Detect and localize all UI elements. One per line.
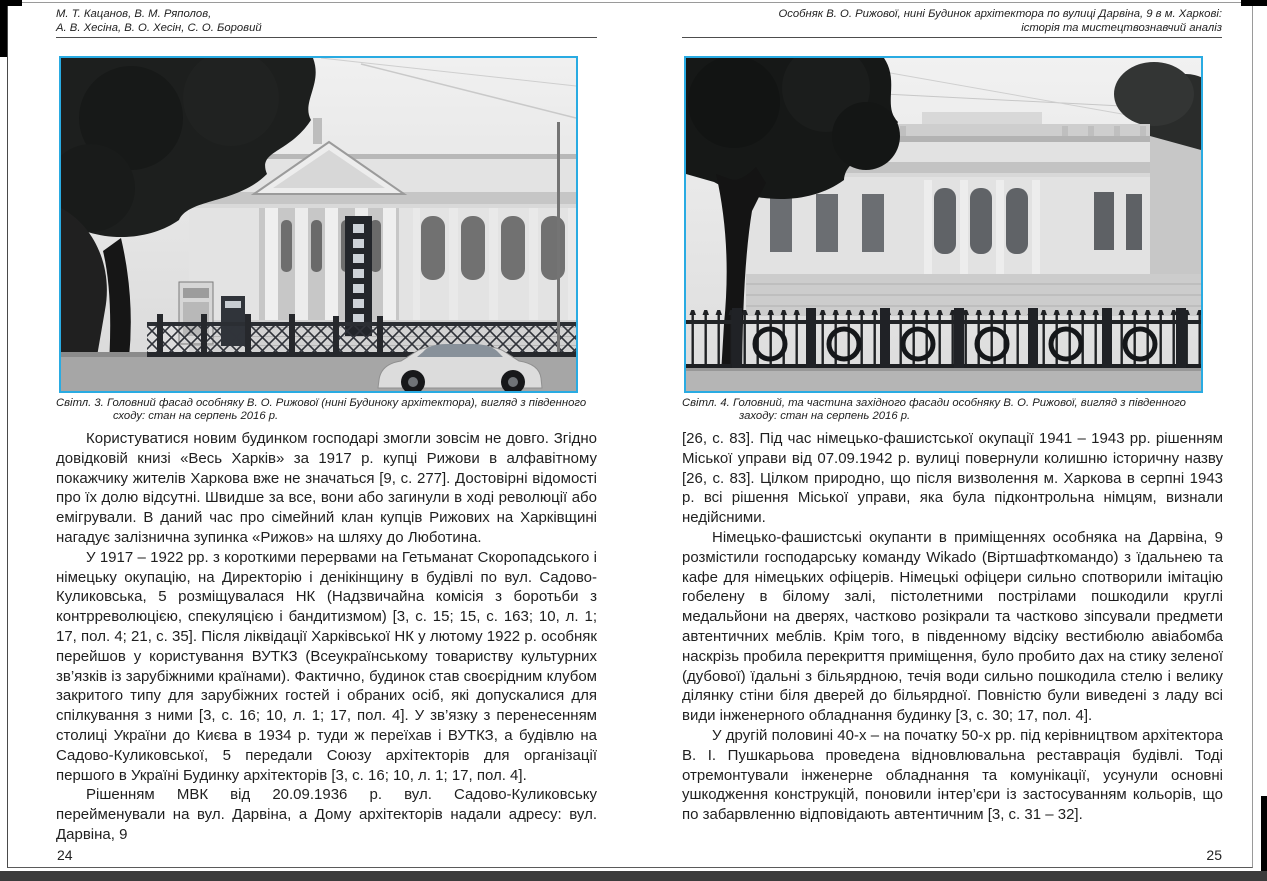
figure-4-caption <box>682 397 1219 423</box>
scan-artifact-top-right <box>1241 0 1267 6</box>
left-page-body <box>56 429 597 845</box>
scan-artifact-bottom-strip <box>0 871 1267 881</box>
authors-line-2: А. В. Хесіна, В. О. Хесін, С. О. Боровий <box>56 22 262 34</box>
fence <box>686 308 1201 372</box>
vertical-sign <box>345 216 372 336</box>
page-number-right: 25 <box>1206 847 1222 863</box>
figure-3-caption-text: Головний фасад особняку В. О. Рижової (нині Будиноку архітектора), вигляд з південного сходу: стан на серпень 2016 р. <box>106 397 587 422</box>
scan-artifact-top-left <box>0 0 22 6</box>
title-line-1: Особняк В. О. Рижової, нині Будинок архітектора по вулиці Дарвіна, 9 в м. Харкові: <box>778 8 1222 20</box>
paragraph: Користуватися новим будинком господарі змогли зовсім не довго. Згідно довідковій книзі «Весь Харків» за 1917 р. купці Рижови в алфавітному покажчику жителів Харкова вже не значаться [9, с. 277]. Достовірні відомості про їх долю відсутні. Швидше за все, вони або загинули в ході революції або емігрували. В даний час про сімейний клан купців Рижових на Харківщині нагадує залізнична зупинка «Рижов» на шляху до Люботина. <box>56 430 597 546</box>
title-line-2: історія та мистецтвознавчий аналіз <box>1021 22 1222 34</box>
figure-3 <box>59 56 578 393</box>
paragraph: У 1917 – 1922 рр. з короткими перервами на Гетьманат Скоропадського і німецьку окупацію, на Директорію і денікінщину в будівлі по вул. Садово-Куликовська, 5 розміщувалася НК (Надзвичайна комісія з боротьби з контрреволюцією, спекуляцією і бандитизмом) [3, с. 15; 15, с. 163; 10, л. 1; 17, пол. 4; 21, с. 35]. Після ліквідації Харківської НК у лютому 1922 р. особняк перейшов у користування ВУТКЗ (Всеукраїнському товариству культурних зв’язків із зарубіжними країнами). Фактично, будинок став своєрідним клубом закритого типу для зарубіжних гостей і обраних осіб, які допускалися для спілкування з ними [3, с. 16; 10, л. 1; 17, пол. 4]. У зв’язку з перенесенням столиці України до Києва в 1934 р. туди ж переїхав і ВУТКЗ, а будівлю на Садово-Куликовської, 5 передали Союзу архітекторів для організації першого в Україні Будинку архітекторів [3, с. 16; 10, л. 1; 17, пол. 4]. <box>56 548 597 784</box>
paragraph: У другій половині 40-х – на початку 50-х рр. під керівництвом архітектора В. І. Пушкарьова проведена відновлювальна реставрація будівлі. Тоді отремонтували інженерне обладнання та комунікації, усунули основні ушкодження конструкцій, поновили інтер’єри із застосуванням кольорів, що по забарвленню відповідають автентичним [3, с. 31 – 32]. <box>682 726 1223 824</box>
running-head-title <box>682 7 1222 35</box>
header-rule-right <box>682 37 1222 38</box>
paragraph: Німецько-фашистські окупанти в приміщеннях особняка на Дарвіна, 9 розмістили господарську команду Wikado (Віртшафткомандо) з їдальнею та кафе для німецьких офіцерів. Німецькі офіцери сильно спотворили імітацію гобелену в білому залі, пістолетними пострілами пошкодили круглі медальйони на дверях, частково розікрали та частково зіпсували предмети автентичних меблів. Крім того, в південному відсіку вестибюлю авіабомба наскрізь пробила перекриття приміщення, було пробито дах на стику зеленої (дубової) їдальні з більярдною, течія води сильно пошкодила стелю і велику ділянку стіни біля дверей до більярдної. Повністю були виведені з ладу всі види інженерного обладнання будинку [3, с. 30; 17, пол. 4]. <box>682 528 1223 725</box>
paragraph: [26, с. 83]. Під час німецько-фашистської окупації 1941 – 1943 рр. рішенням Міської управи від 07.09.1942 р. вулиці повернули колишню історичну назву [26, с. 83]. Цілком природно, що після визволення м. Харкова в серпні 1943 р. всі рішення Міської управи, яка була підконтрольна німцям, визнали недійсними. <box>682 430 1223 527</box>
figure-4 <box>684 56 1203 393</box>
header-rule-left <box>56 37 597 38</box>
figure-4-caption-label: Світл. 4. <box>682 397 730 409</box>
authors-line-1: М. Т. Кацанов, В. М. Ряполов, <box>56 8 212 20</box>
figure-3-caption-label: Світл. 3. <box>56 397 104 409</box>
right-page-body <box>682 429 1223 825</box>
running-head-authors <box>56 7 597 35</box>
photo-main-facade-southeast <box>61 58 576 391</box>
paragraph: Рішенням МВК від 20.09.1936 р. вул. Садово-Куликовську перейменували на вул. Дарвіна, а Дому архітекторів надали адресу: вул. Дарвіна, 9 <box>56 786 597 843</box>
figure-3-caption <box>56 397 593 423</box>
photo-facade-southwest <box>686 58 1201 391</box>
scan-artifact-right-bottom <box>1261 796 1267 881</box>
page-number-left: 24 <box>57 847 73 863</box>
figure-4-caption-text: Головний, та частина західного фасади особняку В. О. Рижової, вигляд з південного заходу: стан на серпень 2016 р. <box>732 397 1186 422</box>
scan-artifact-left <box>0 0 7 57</box>
